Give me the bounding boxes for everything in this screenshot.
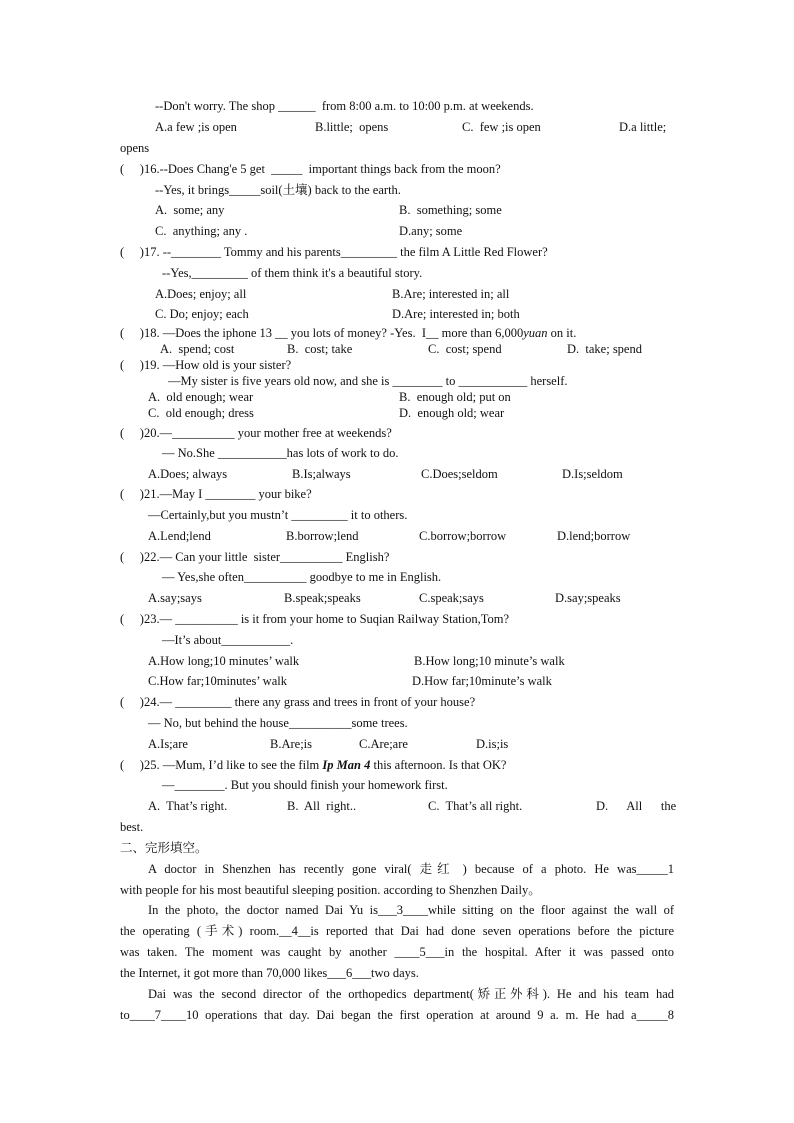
q25-film-title: Ip Man 4 <box>322 758 371 772</box>
q23-option-c: C.How far;10minutes’ walk <box>148 674 287 688</box>
q23-option-d: D.How far;10minute’s walk <box>412 674 552 688</box>
cloze-p3-line1: Dai was the second director of the orthopedics department(矫正外科). He and his team had <box>148 987 674 1001</box>
q17-option-a: A.Does; enjoy; all <box>155 287 247 301</box>
q25-stem <box>120 757 506 773</box>
q20-option-a: A.Does; always <box>148 467 228 481</box>
q21-answer-line: —Certainly,but you mustn’t _________ it to others. <box>148 508 408 522</box>
q18-stem-end: on it. <box>547 326 577 340</box>
q15-option-d: D.a little; <box>619 120 667 134</box>
q16-option-b: B. something; some <box>399 203 502 217</box>
q23-stem: ( )23.— __________ is it from your home to Suqian Railway Station,Tom? <box>120 612 510 626</box>
q18-option-a: A. spend; cost <box>160 342 235 356</box>
q22-stem: ( )22.— Can your little sister__________ English? <box>120 550 390 564</box>
q20-option-b: B.Is;always <box>292 467 351 481</box>
q16-option-d: D.any; some <box>399 224 463 238</box>
q24-stem: ( )24.— _________ there any grass and trees in front of your house? <box>120 695 476 709</box>
q22-option-c: C.speak;says <box>419 591 484 605</box>
q15-option-d-wrap: opens <box>120 141 150 155</box>
cloze-p2-line1: In the photo, the doctor named Dai Yu is___3____while sitting on the floor against the wall of <box>148 903 674 917</box>
cloze-p3-line2: to____7____10 operations that day. Dai began the first operation at around 9 a. m. He had a_____8 <box>120 1008 674 1022</box>
q24-option-b: B.Are;is <box>270 737 313 751</box>
q15-option-c: C. few ;is open <box>462 120 541 134</box>
q24-answer-line: — No, but behind the house__________some trees. <box>148 716 408 730</box>
q21-option-a: A.Lend;lend <box>148 529 211 543</box>
q15-answer-line: --Don't worry. The shop ______ from 8:00 a.m. to 10:00 p.m. at weekends. <box>155 99 534 113</box>
q21-option-b: B.borrow;lend <box>286 529 359 543</box>
q17-option-b: B.Are; interested in; all <box>392 287 510 301</box>
q18-option-c: C. cost; spend <box>428 342 502 356</box>
q18-stem <box>120 325 576 341</box>
q25-stem-end: this afternoon. Is that OK? <box>370 758 507 772</box>
section-heading: 二、完形填空。 <box>120 840 208 855</box>
q18-yuan: yuan <box>523 326 548 340</box>
q22-option-d: D.say;speaks <box>555 591 621 605</box>
q21-stem: ( )21.—May I ________ your bike? <box>120 487 312 501</box>
q19-option-c: C. old enough; dress <box>148 406 254 420</box>
q18-option-b: B. cost; take <box>287 342 353 356</box>
q25-stem-text: ( )25. —Mum, I’d like to see the film <box>120 758 323 772</box>
q23-option-a: A.How long;10 minutes’ walk <box>148 654 300 668</box>
q19-stem: ( )19. —How old is your sister? <box>120 358 292 372</box>
q19-option-b: B. enough old; put on <box>399 390 511 404</box>
q22-answer-line: — Yes,she often__________ goodbye to me in English. <box>162 570 442 584</box>
q17-option-d: D.Are; interested in; both <box>392 307 520 321</box>
cloze-p1-line2: with people for his most beautiful sleeping position. according to Shenzhen Daily。 <box>120 883 541 897</box>
q17-option-c: C. Do; enjoy; each <box>155 307 249 321</box>
q22-option-b: B.speak;speaks <box>284 591 361 605</box>
cloze-p2-line4: the Internet, it got more than 70,000 likes___6___two days. <box>120 966 419 980</box>
q18-stem-text: ( )18. —Does the iphone 13 __ you lots of money? -Yes. I__ more than 6,000 <box>120 326 524 340</box>
q23-option-b: B.How long;10 minute’s walk <box>414 654 565 668</box>
q25-option-b: B. All right.. <box>287 799 357 813</box>
q24-option-a: A.Is;are <box>148 737 188 751</box>
q24-option-d: D.is;is <box>476 737 509 751</box>
q20-option-d: D.Is;seldom <box>562 467 623 481</box>
q16-answer-line: --Yes, it brings_____soil(土壤) back to the earth. <box>155 183 401 197</box>
q25-option-d-wrap: best. <box>120 820 144 834</box>
cloze-p2-line2: the operating (手术) room.__4__is reported that Dai had done seven operations before the picture <box>120 924 674 938</box>
q19-option-a: A. old enough; wear <box>148 390 254 404</box>
q20-stem: ( )20.—__________ your mother free at weekends? <box>120 426 392 440</box>
q15-option-b: B.little; opens <box>315 120 389 134</box>
q25-option-d: D. All the <box>596 799 677 813</box>
cloze-p2-line3: was taken. The moment was caught by another ____5___in the hospital. After it was passed onto <box>120 945 674 959</box>
q19-option-d: D. enough old; wear <box>399 406 505 420</box>
q25-answer-line: —________. But you should finish your homework first. <box>162 778 448 792</box>
q20-answer-line: — No.She ___________has lots of work to do. <box>162 446 399 460</box>
q17-answer-line: --Yes,_________ of them think it's a beautiful story. <box>162 266 423 280</box>
cloze-p1-line1: A doctor in Shenzhen has recently gone viral( 走红 ) because of a photo. He was_____1 <box>148 862 674 876</box>
q22-option-a: A.say;says <box>148 591 202 605</box>
q18-option-d: D. take; spend <box>567 342 642 356</box>
q16-stem: ( )16.--Does Chang'e 5 get _____ important things back from the moon? <box>120 162 501 176</box>
q16-option-a: A. some; any <box>155 203 225 217</box>
q21-option-c: C.borrow;borrow <box>419 529 507 543</box>
q16-option-c: C. anything; any . <box>155 224 248 238</box>
q23-answer-line: —It’s about___________. <box>162 633 294 647</box>
q21-option-d: D.lend;borrow <box>557 529 631 543</box>
q25-option-c: C. That’s all right. <box>428 799 523 813</box>
q17-stem: ( )17. --________ Tommy and his parents_________ the film A Little Red Flower? <box>120 245 548 259</box>
q24-option-c: C.Are;are <box>359 737 408 751</box>
q20-option-c: C.Does;seldom <box>421 467 498 481</box>
q15-option-a: A.a few ;is open <box>155 120 237 134</box>
q25-option-a: A. That’s right. <box>148 799 228 813</box>
q19-answer-line: —My sister is five years old now, and she is ________ to ___________ herself. <box>168 374 568 388</box>
